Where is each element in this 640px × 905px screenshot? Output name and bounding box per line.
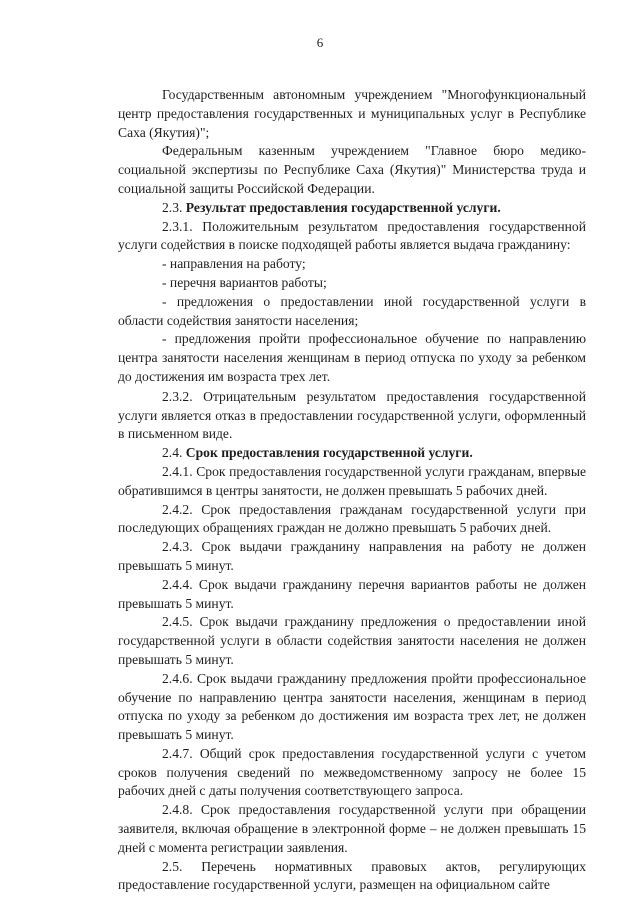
paragraph-2-4-5: 2.4.5. Срок выдачи гражданину предложения о предоставлении иной государственной услуги в области содействия занятости населения не должен превышать 5 минут. [118,614,586,667]
paragraph-mse-bureau: Федеральным казенным учреждением "Главное бюро медико-социальной экспертизы по Республике Саха (Якутия)" Министерства труда и социальной защиты Российской Федерации. [118,143,586,196]
paragraph-2-4-1: 2.4.1. Срок предоставления государственной услуги гражданам, впервые обратившимся в центры занятости, не должен превышать 5 рабочих дней. [118,463,586,498]
section-heading-2-4 [118,444,586,463]
paragraph-2-4-3: 2.4.3. Срок выдачи гражданину направления на работу не должен превышать 5 минут. [118,539,586,573]
section-number: 2.3. [162,199,183,215]
section-title: Результат предоставления государственной услуги. [185,199,501,215]
paragraph-mfc: Государственным автономным учреждением "Многофункциональный центр предоставления государственных и муниципальных услуг в Республике Саха (Якутия)"; [118,87,586,140]
paragraph-2-3-2: 2.3.2. Отрицательным результатом предоставления государственной услуги является отказ в предоставлении государственной услуги, оформленный в письменном виде. [118,388,586,442]
paragraph-2-4-2: 2.4.2. Срок предоставления гражданам государственной услуги при последующих обращениях граждан не должно превышать 5 рабочих дней. [118,501,586,536]
paragraph-2-4-7: 2.4.7. Общий срок предоставления государственной услуги с учетом сроков получения сведений по межведомственному запросу не более 15 рабочих дней с даты получения соответствующего запроса. [118,745,586,799]
paragraph-2-4-4: 2.4.4. Срок выдачи гражданину перечня вариантов работы не должен превышать 5 минут. [118,576,586,611]
list-item: - направления на работу; [162,256,306,272]
page-number: 6 [316,35,324,50]
list-item: - перечня вариантов работы; [162,274,327,290]
section-title: Срок предоставления государственной услуги. [185,445,473,461]
paragraph-2-5: 2.5. Перечень нормативных правовых актов, регулирующих предоставление государственной услуги, размещен на официальном сайте [118,858,586,893]
list-item: - предложения пройти профессиональное обучение по направлению центра занятости населения женщинам в период отпуска по уходу за ребенком до достижения им возраста трех лет. [118,331,586,384]
paragraph-2-4-6: 2.4.6. Срок выдачи гражданину предложения пройти профессиональное обучение по направлению центра занятости населения, женщинам в период отпуска по уходу за ребенком до достижения им возраста трех лет, не должен превышать 5 минут. [118,670,586,743]
section-heading-2-3 [118,199,586,218]
document-body [118,86,586,895]
paragraph-2-4-8: 2.4.8. Срок предоставления государственной услуги при обращении заявителя, включая обращение в электронной форме – не должен превышать 15 дней с момента регистрации заявления. [118,802,586,855]
list-item: - предложения о предоставлении иной государственной услуги в области содействия занятости населения; [118,293,586,328]
paragraph-2-3-1: 2.3.1. Положительным результатом предоставления государственной услуги содействия в поиске подходящей работы является выдача гражданину: [118,218,586,253]
section-number: 2.4. [162,445,183,461]
